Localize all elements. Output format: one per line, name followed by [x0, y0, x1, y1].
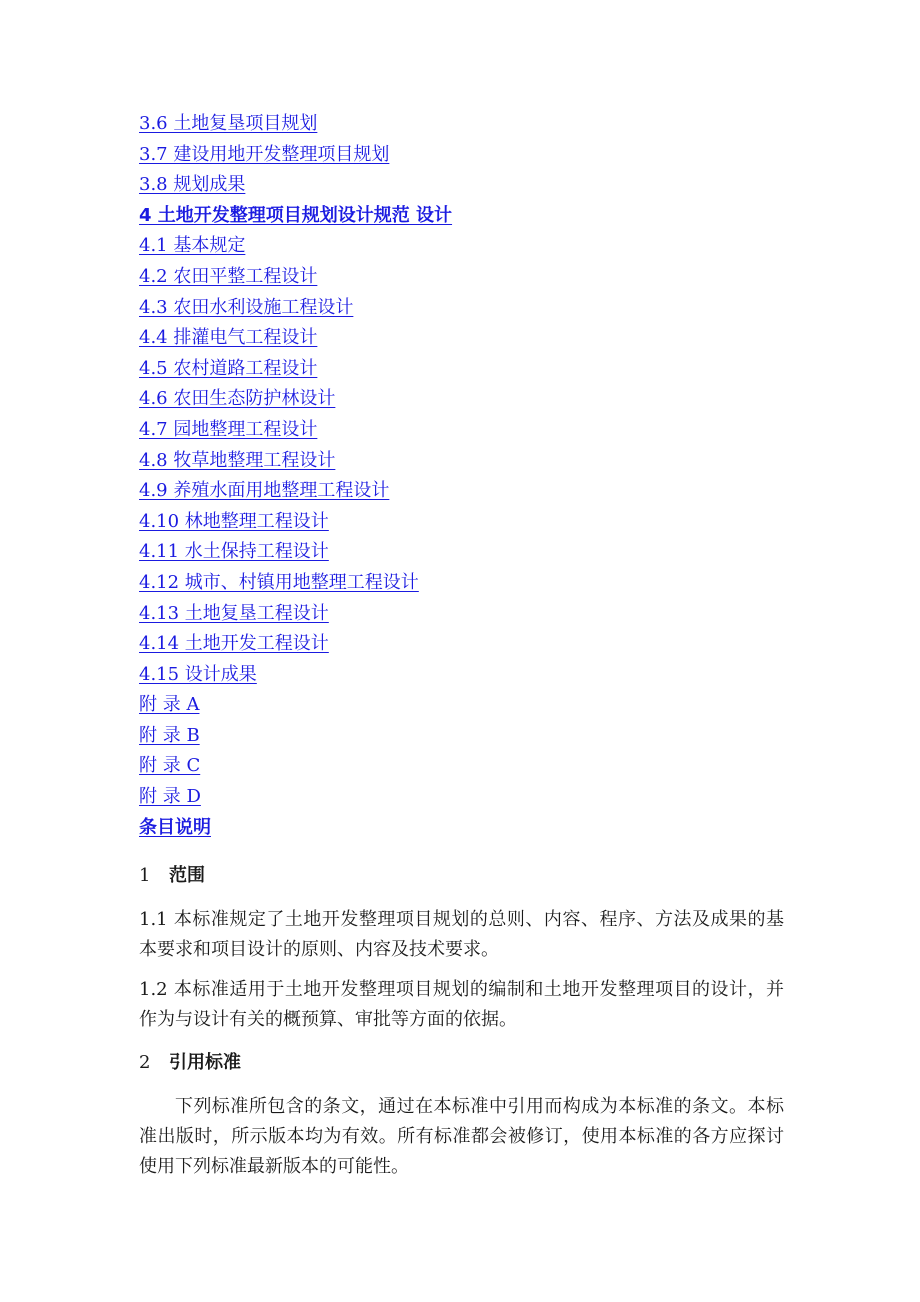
- toc-item: [139, 446, 452, 477]
- toc-item: [139, 109, 452, 140]
- toc-item: [139, 629, 452, 660]
- toc-item: [139, 782, 452, 813]
- toc-link[interactable]: 4.1 基本规定: [139, 235, 246, 257]
- toc-item: [139, 751, 452, 782]
- section-number: 2: [139, 1052, 151, 1073]
- toc-item: [139, 507, 452, 538]
- paragraph: 1.1 本标准规定了土地开发整理项目规划的总则、内容、程序、方法及成果的基本要求和项目设计的原则、内容及技术要求。: [139, 909, 784, 960]
- toc-item: [139, 170, 452, 201]
- toc-item: [139, 568, 452, 599]
- toc-link-appendix[interactable]: 附 录 D: [139, 786, 201, 808]
- toc-item: [139, 201, 452, 232]
- toc-item: [139, 476, 452, 507]
- toc-link[interactable]: 4.10 林地整理工程设计: [139, 510, 329, 532]
- toc-item: [139, 415, 452, 446]
- toc-link-notes[interactable]: 条目说明: [139, 816, 211, 838]
- toc-link-appendix[interactable]: 附 录 B: [139, 724, 200, 746]
- toc-item: [139, 537, 452, 568]
- section-number: 1: [139, 865, 151, 886]
- toc-link[interactable]: 4.11 水土保持工程设计: [139, 541, 329, 563]
- toc-link[interactable]: 4.5 农村道路工程设计: [139, 357, 318, 379]
- paragraph: 1.2 本标准适用于土地开发整理项目规划的编制和土地开发整理项目的设计，并作为与设计有关的概预算、审批等方面的依据。: [139, 979, 784, 1030]
- toc-link[interactable]: 4.14 土地开发工程设计: [139, 633, 329, 655]
- toc-link[interactable]: 4.13 土地复垦工程设计: [139, 602, 329, 624]
- paragraph: 下列标准所包含的条文，通过在本标准中引用而构成为本标准的条文。本标准出版时，所示版本均为有效。所有标准都会被修订，使用本标准的各方应探讨使用下列标准最新版本的可能性。: [139, 1096, 784, 1177]
- toc-link[interactable]: 4.9 养殖水面用地整理工程设计: [139, 480, 390, 502]
- toc-link[interactable]: 4.4 排灌电气工程设计: [139, 327, 318, 349]
- toc-item: [139, 384, 452, 415]
- toc-link-appendix[interactable]: 附 录 A: [139, 694, 200, 716]
- toc-item: [139, 231, 452, 262]
- toc-item: [139, 690, 452, 721]
- section-title: 范围: [169, 865, 205, 886]
- toc-link[interactable]: 4.12 城市、村镇用地整理工程设计: [139, 571, 419, 593]
- toc-item: [139, 293, 452, 324]
- toc-link[interactable]: 4.8 牧草地整理工程设计: [139, 449, 336, 471]
- toc-item: [139, 323, 452, 354]
- toc-link[interactable]: 3.7 建设用地开发整理项目规划: [139, 143, 390, 165]
- table-of-contents: [139, 109, 452, 843]
- section-heading: [139, 861, 205, 887]
- toc-item: [139, 140, 452, 171]
- toc-item: [139, 354, 452, 385]
- section-title: 引用标准: [169, 1052, 241, 1073]
- toc-link[interactable]: 4.6 农田生态防护林设计: [139, 388, 336, 410]
- toc-item: [139, 813, 452, 844]
- toc-link-appendix[interactable]: 附 录 C: [139, 755, 201, 777]
- toc-item: [139, 599, 452, 630]
- toc-link[interactable]: 3.6 土地复垦项目规划: [139, 113, 318, 134]
- toc-link[interactable]: 4.15 设计成果: [139, 663, 257, 685]
- toc-link[interactable]: 4.7 园地整理工程设计: [139, 418, 318, 440]
- toc-item: [139, 721, 452, 752]
- toc-item: [139, 262, 452, 293]
- toc-link[interactable]: 4.3 农田水利设施工程设计: [139, 296, 354, 318]
- toc-link[interactable]: 4.2 农田平整工程设计: [139, 265, 318, 287]
- section-heading: [139, 1048, 241, 1074]
- toc-item: [139, 660, 452, 691]
- toc-link-chapter[interactable]: 4 土地开发整理项目规划设计规范 设计: [139, 204, 453, 226]
- toc-link[interactable]: 3.8 规划成果: [139, 174, 246, 196]
